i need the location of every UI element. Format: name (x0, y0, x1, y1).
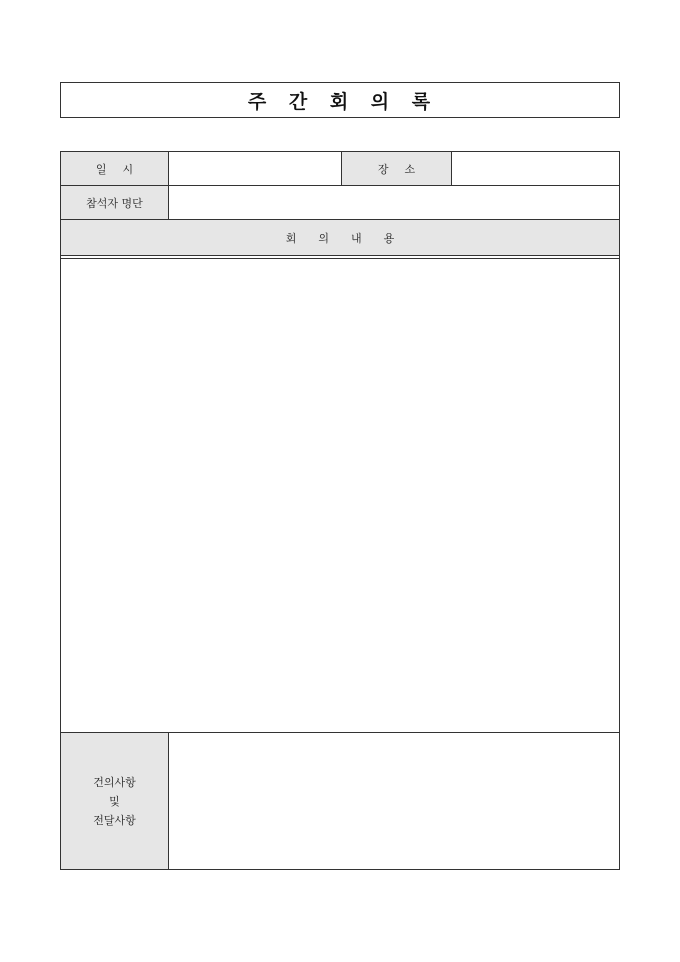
title-box (60, 82, 620, 118)
suggestions-label-line1: 건의사항 (93, 775, 136, 789)
place-field[interactable] (452, 152, 619, 185)
attendees-label: 참석자 명단 (61, 186, 169, 219)
content-field[interactable] (61, 259, 619, 733)
place-label: 장소 (342, 152, 452, 185)
suggestions-field[interactable] (169, 733, 619, 869)
suggestions-row (61, 733, 619, 869)
date-label: 일시 (61, 152, 169, 185)
suggestions-label-line3: 전달사항 (93, 813, 136, 827)
attendees-field[interactable] (169, 186, 619, 219)
content-header-row (61, 220, 619, 255)
content-header: 회의내용 (61, 220, 619, 255)
date-field[interactable] (169, 152, 342, 185)
suggestions-label (61, 733, 169, 869)
attendees-row (61, 186, 619, 220)
suggestions-label-line2: 및 (109, 794, 120, 808)
document-title: 주 간 회 의 록 (247, 90, 433, 113)
date-place-row (61, 152, 619, 186)
meeting-form (60, 151, 620, 870)
